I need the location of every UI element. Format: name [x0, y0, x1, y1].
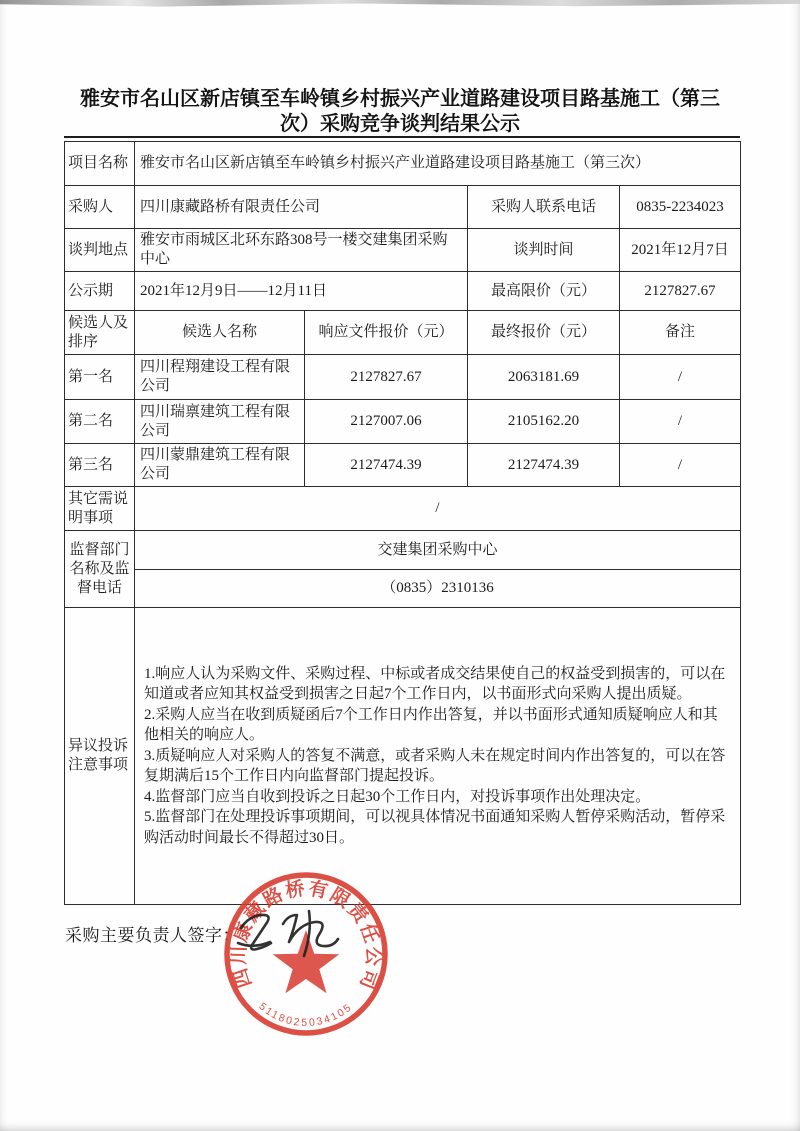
purchaser-phone-label: 采购人联系电话 — [468, 186, 620, 229]
table-row-objection — [65, 608, 741, 905]
negotiation-time-label: 谈判时间 — [468, 229, 620, 272]
objection-item-5: 5.监督部门在处理投诉事项期间，可以视具体情况书面通知采购人暂停采购活动，暂停采购活动时间最长不得超过30日。 — [144, 809, 726, 846]
rank2-name: 四川瑞禀建筑工程有限公司 — [135, 400, 305, 444]
purchaser-value: 四川康藏路桥有限责任公司 — [135, 186, 468, 229]
other-value: / — [135, 487, 741, 531]
page-title-line1: 雅安市名山区新店镇至车岭镇乡村振兴产业道路建设项目路基施工（第三 — [80, 88, 720, 110]
rank2-remark: / — [620, 400, 741, 444]
rank2-final-price: 2105162.20 — [468, 400, 620, 444]
supervision-phone: （0835）2310136 — [135, 570, 741, 608]
table-row-publicity — [65, 272, 741, 311]
other-label: 其它需说明事项 — [65, 487, 135, 531]
rank1-remark: / — [620, 355, 741, 400]
project-label: 项目名称 — [65, 142, 135, 186]
supervision-dept: 交建集团采购中心 — [135, 531, 741, 570]
rank1-final-price: 2063181.69 — [468, 355, 620, 400]
page-title — [62, 87, 738, 137]
rank3-remark: / — [620, 444, 741, 487]
publicity-value: 2021年12月9日——12月11日 — [135, 272, 468, 311]
rank3-name: 四川蒙鼎建筑工程有限公司 — [135, 444, 305, 487]
purchaser-phone-value: 0835-2234023 — [620, 186, 741, 229]
page-title-line2: 次）采购竞争谈判结果公示 — [280, 113, 520, 135]
header-doc-price: 响应文件报价（元） — [305, 311, 468, 355]
rank3-doc-price: 2127474.39 — [305, 444, 468, 487]
result-table — [64, 141, 741, 905]
publicity-label: 公示期 — [65, 272, 135, 311]
seal-company-text: 四川康藏路桥有限责任公司 — [228, 878, 384, 994]
rank1-label: 第一名 — [65, 355, 135, 400]
table-row-other — [65, 487, 741, 531]
objection-item-4: 4.监督部门应当自收到投诉之日起30个工作日内，对投诉事项作出处理决定。 — [144, 788, 651, 805]
table-row-venue — [65, 229, 741, 272]
max-price-value: 2127827.67 — [620, 272, 741, 311]
table-row-project — [65, 142, 741, 186]
venue-value: 雅安市雨城区北环东路308号一楼交建集团采购中心 — [135, 229, 468, 272]
table-row-supervision-dept — [65, 531, 741, 570]
objection-notes — [135, 608, 741, 905]
objection-label: 异议投诉注意事项 — [65, 608, 135, 905]
header-final-price: 最终报价（元） — [468, 311, 620, 355]
table-row-candidate-header — [65, 311, 741, 355]
signature-label: 采购主要负责人签字： — [65, 926, 240, 945]
title-underline — [64, 136, 740, 138]
seal-star-icon — [273, 930, 340, 993]
max-price-label: 最高限价（元） — [468, 272, 620, 311]
venue-label: 谈判地点 — [65, 229, 135, 272]
negotiation-time-value: 2021年12月7日 — [620, 229, 741, 272]
candidates-label: 候选人及排序 — [65, 311, 135, 355]
objection-item-2: 2.采购人应当在收到质疑函后7个工作日内作出答复，并以书面形式通知质疑响应人和其他相关的响应人。 — [144, 706, 718, 744]
rank3-label: 第三名 — [65, 444, 135, 487]
table-row-supervision-phone — [65, 570, 741, 608]
company-seal — [205, 866, 410, 1044]
rank1-name: 四川程翔建设工程有限公司 — [135, 355, 305, 400]
purchaser-label: 采购人 — [65, 186, 135, 229]
rank2-label: 第二名 — [65, 400, 135, 444]
table-row-rank3 — [65, 444, 741, 487]
table-row-rank2 — [65, 400, 741, 444]
rank3-final-price: 2127474.39 — [468, 444, 620, 487]
table-row-rank1 — [65, 355, 741, 400]
objection-item-3: 3.质疑响应人对采购人的答复不满意，或者采购人未在规定时间内作出答复的，可以在答复期满后15个工作日内向监督部门提起投诉。 — [144, 747, 726, 785]
objection-item-1: 1.响应人认为采购文件、采购过程、中标或者成交结果使自己的权益受到损害的，可以在知道或者应知其权益受到损害之日起7个工作日内，以书面形式向采购人提出质疑。 — [144, 665, 726, 703]
supervision-label: 监督部门名称及监督电话 — [65, 531, 135, 608]
scan-edge-artifact — [0, 0, 800, 7]
header-remark: 备注 — [620, 311, 741, 355]
rank2-doc-price: 2127007.06 — [305, 400, 468, 444]
table-row-purchaser — [65, 186, 741, 229]
rank1-doc-price: 2127827.67 — [305, 355, 468, 400]
seal-code-text: 5118025034105 — [256, 1000, 356, 1029]
project-value: 雅安市名山区新店镇至车岭镇乡村振兴产业道路建设项目路基施工（第三次） — [135, 142, 741, 186]
header-candidate-name: 候选人名称 — [135, 311, 305, 355]
